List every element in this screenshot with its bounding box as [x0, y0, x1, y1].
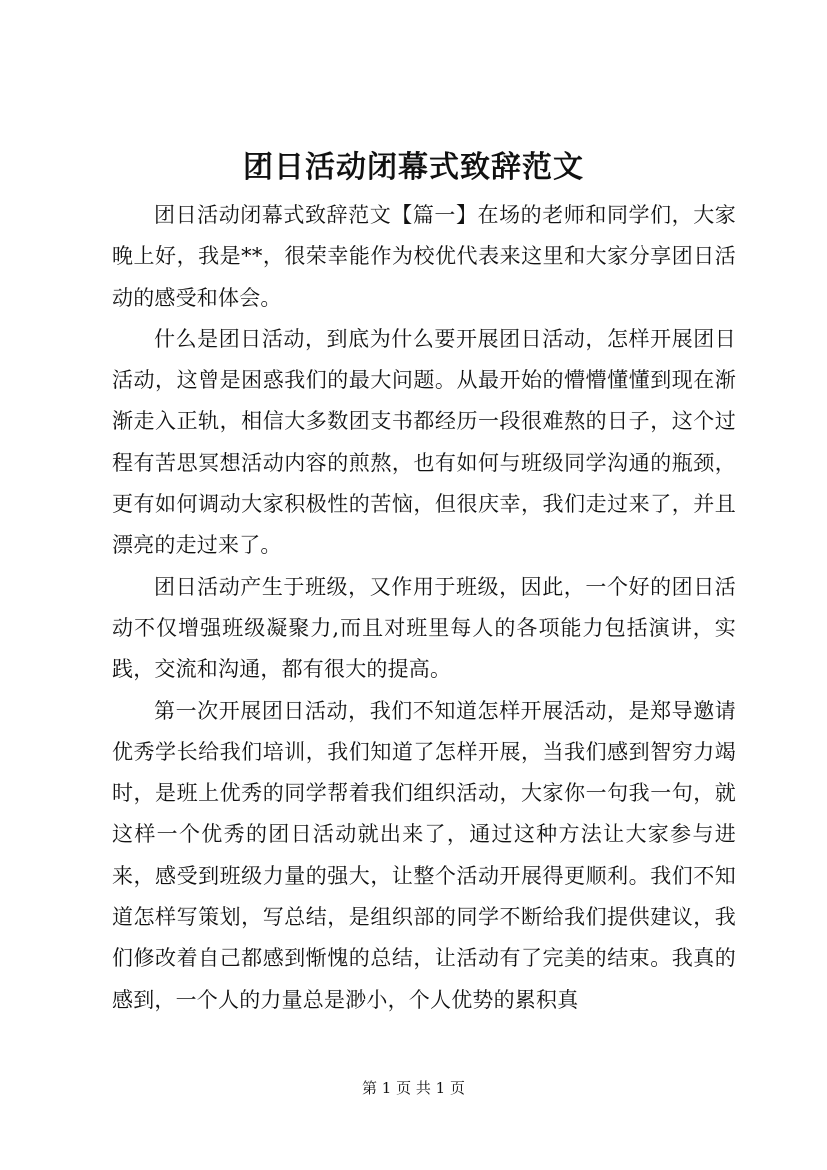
- paragraph-2: 什么是团日活动，到底为什么要开展团日活动，怎样开展团日活动，这曾是困惑我们的最大问题。从最开始的懵懵懂懂到现在渐渐走入正轨，相信大多数团支书都经历一段很难熬的日子，这个过程有苦思冥想活动内容的煎熬，也有如何与班级同学沟通的瓶颈，更有如何调动大家积极性的苦恼，但很庆幸，我们走过来了，并且漂亮的走过来了。: [112, 326, 736, 558]
- page-footer: 第 1 页 共 1 页: [362, 1079, 465, 1097]
- document-body: [112, 195, 736, 1021]
- paragraph-4: 第一次开展团日活动，我们不知道怎样开展活动，是郑导邀请优秀学长给我们培训，我们知道了怎样开展，当我们感到智穷力竭时，是班上优秀的同学帮着我们组织活动，大家你一句我一句，就这样一个优秀的团日活动就出来了，通过这种方法让大家参与进来，感受到班级力量的强大，让整个活动开展得更顺利。我们不知道怎样写策划，写总结，是组织部的同学不断给我们提供建议，我们修改着自己都感到惭愧的总结，让活动有了完美的结束。我真的感到，一个人的力量总是渺小，个人优势的累积真: [112, 698, 736, 1012]
- paragraph-3: 团日活动产生于班级，又作用于班级，因此，一个好的团日活动不仅增强班级凝聚力,而且对班里每人的各项能力包括演讲，实践，交流和沟通，都有很大的提高。: [112, 574, 736, 682]
- paragraph-1: 团日活动闭幕式致辞范文【篇一】在场的老师和同学们，大家晚上好，我是**，很荣幸能作为校优代表来这里和大家分享团日活动的感受和体会。: [112, 203, 736, 310]
- document-title: 团日活动闭幕式致辞范文: [243, 150, 584, 185]
